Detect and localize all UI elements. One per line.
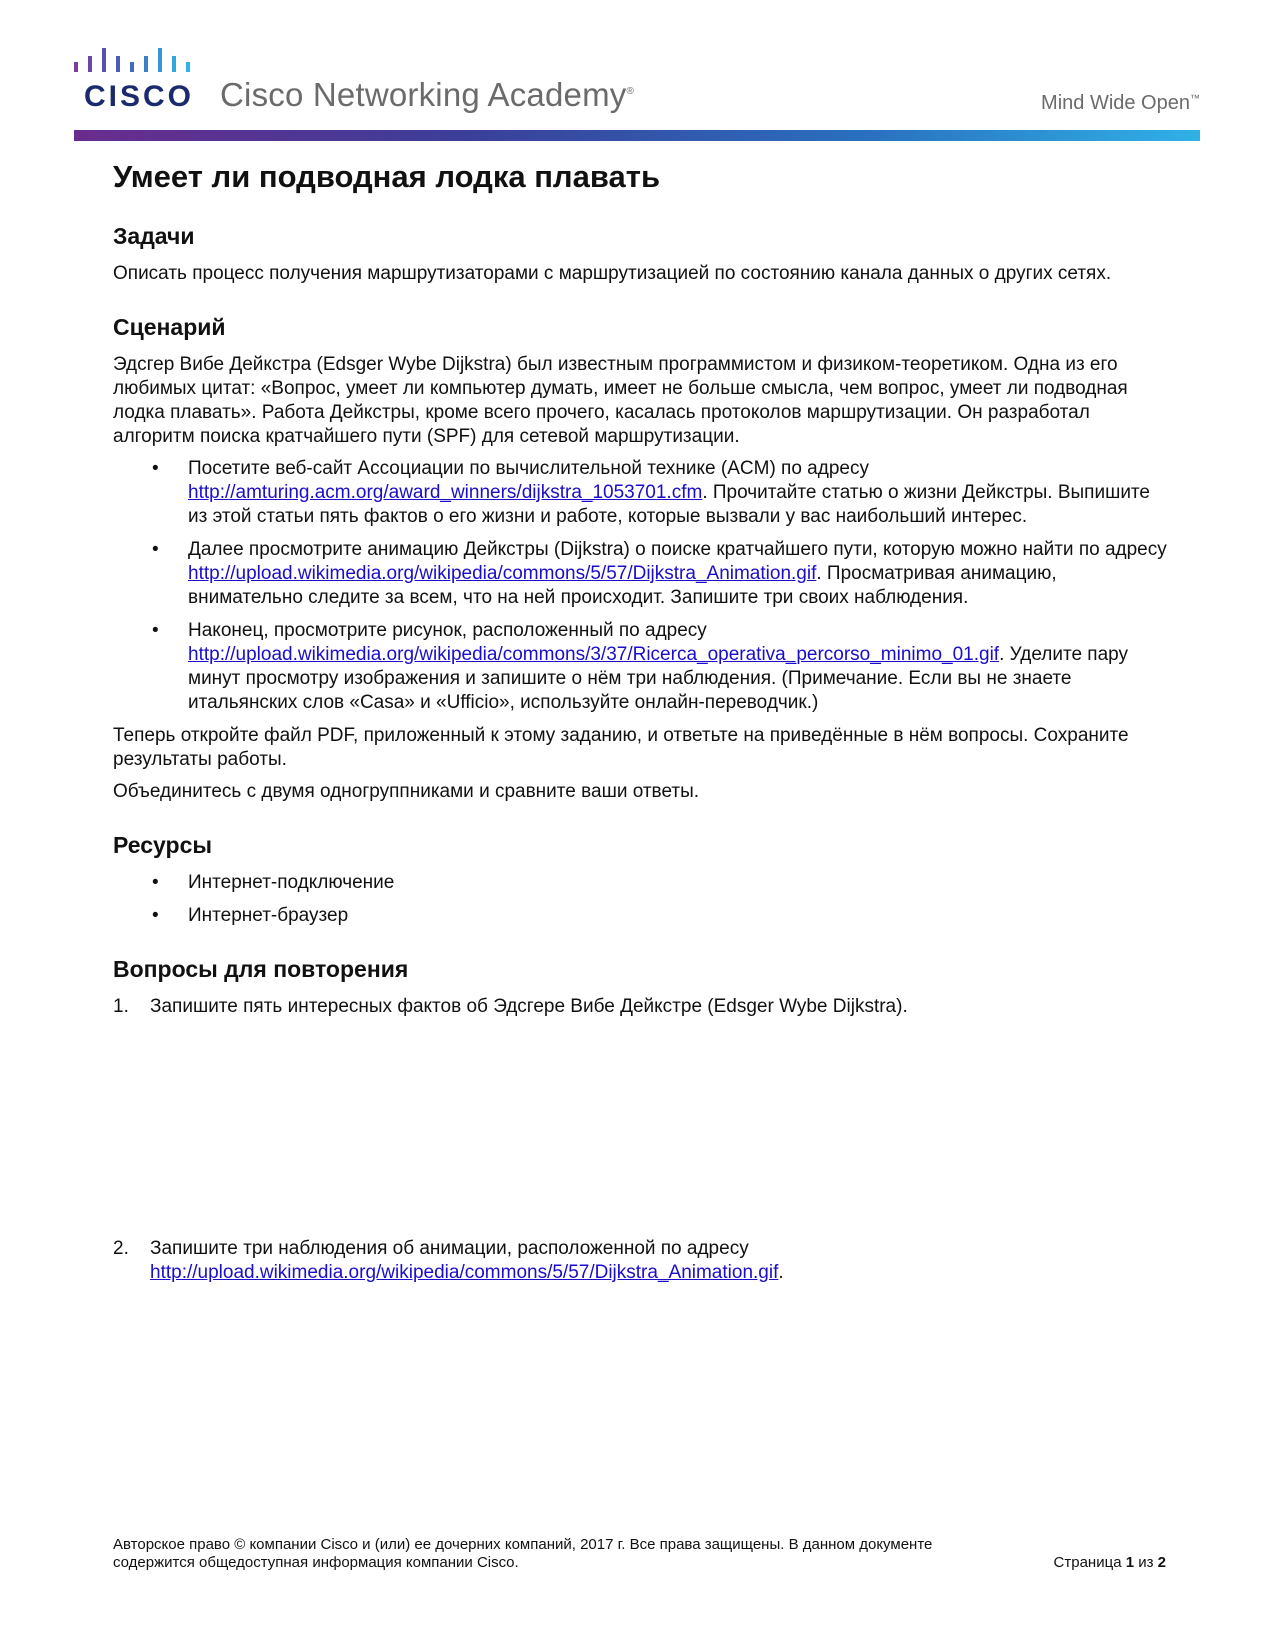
scenario-section bbox=[113, 314, 1173, 804]
scenario-bullet-list bbox=[113, 457, 1173, 715]
tasks-heading: Задачи bbox=[113, 223, 195, 249]
academy-name: Cisco Networking Academy® bbox=[220, 76, 635, 113]
bullet-icon: • bbox=[152, 620, 159, 641]
header-gradient-bar bbox=[74, 130, 1200, 141]
scenario-intro: Эдсгер Вибе Дейкстра (Edsger Wybe Dijkstra) был известным программистом и физиком-теоретиком. Одна из его любимых цитат: «Вопрос, умеет ли компьютер думать, имеет не больше смысла, чем вопрос, умеет ли подводная лодка плавать». Работа Дейкстры, кроме всего прочего, касалась протоколов маршрутизации. Он разработал алгоритм поиска кратчайшего пути (SPF) для сетевой маршрутизации. bbox=[113, 354, 1128, 447]
bullet-icon: • bbox=[152, 872, 159, 893]
scenario-heading: Сценарий bbox=[113, 314, 226, 340]
document-title: Умеет ли подводная лодка плавать bbox=[113, 159, 660, 194]
page-header bbox=[74, 40, 1200, 142]
list-item: • Интернет-подключение bbox=[152, 872, 395, 893]
bullet-icon: • bbox=[152, 905, 159, 926]
acm-link[interactable]: http://amturing.acm.org/award_winners/dijkstra_1053701.cfm bbox=[188, 482, 703, 503]
tasks-text: Описать процесс получения маршрутизаторами с маршрутизацией по состоянию канала данных о других сетях. bbox=[113, 263, 1112, 284]
question-number: 1. bbox=[113, 996, 129, 1017]
cisco-logo-text: CISCO bbox=[84, 80, 195, 113]
list-item: 1. Запишите пять интересных фактов об Эдсгере Вибе Дейкстре (Edsger Wybe Dijkstra). bbox=[113, 996, 908, 1017]
resources-heading: Ресурсы bbox=[113, 832, 213, 858]
list-item: 2. Запишите три наблюдения об анимации, расположенной по адресу http://upload.wikimedia.org/wikipedia/commons/5/57/Dijkstra_Animation.gif. bbox=[113, 1238, 784, 1283]
list-item: • Наконец, просмотрите рисунок, расположенный по адресу http://upload.wikimedia.org/wikipedia/commons/3/37/Ricerca_operativa_percorso_minimo_01.gif. Уделите пару минут просмотру изображения и запишите о нём три наблюдения. (Примечание. Если вы не знаете итальянских слов «Casa» и «Ufficio», используйте онлайн-переводчик.) bbox=[152, 620, 1129, 713]
animation-link[interactable]: http://upload.wikimedia.org/wikipedia/commons/5/57/Dijkstra_Animation.gif bbox=[150, 1262, 779, 1283]
document-body bbox=[113, 152, 1173, 1313]
list-item: • Интернет-браузер bbox=[152, 905, 349, 926]
review-heading: Вопросы для повторения bbox=[113, 956, 409, 982]
review-question-list bbox=[113, 995, 1173, 1285]
scenario-after-text-1: Теперь откройте файл PDF, приложенный к этому заданию, и ответьте на приведённые в нём вопросы. Сохраните результаты работы. bbox=[113, 725, 1129, 770]
page-footer bbox=[113, 1536, 1166, 1572]
copyright-text: Авторское право © компании Cisco и (или) ее дочерних компаний, 2017 г. Все права защищены. В данном документе содержится общедоступная информация компании Cisco. bbox=[113, 1536, 933, 1571]
animation-link[interactable]: http://upload.wikimedia.org/wikipedia/commons/5/57/Dijkstra_Animation.gif bbox=[188, 563, 817, 584]
list-item: • Далее просмотрите анимацию Дейкстры (Dijkstra) о поиске кратчайшего пути, которую можно найти по адресу http://upload.wikimedia.org/wikipedia/commons/5/57/Dijkstra_Animation.gif. Просматривая анимацию, внимательно следите за всем, что на ней происходит. Запишите три своих наблюдения. bbox=[152, 539, 1167, 608]
review-section bbox=[113, 956, 1173, 1285]
tasks-section bbox=[113, 223, 1173, 286]
bullet-icon: • bbox=[152, 539, 159, 560]
resources-list bbox=[113, 871, 1173, 928]
picture-link[interactable]: http://upload.wikimedia.org/wikipedia/commons/3/37/Ricerca_operativa_percorso_minimo_01.gif bbox=[188, 644, 1000, 665]
page-number: Страница 1 из 2 bbox=[1053, 1554, 1166, 1571]
bullet-icon: • bbox=[152, 458, 159, 479]
list-item: • Посетите веб-сайт Ассоциации по вычислительной технике (ACM) по адресу http://amturing.acm.org/award_winners/dijkstra_1053701.cfm. Прочитайте статью о жизни Дейкстры. Выпишите из этой статьи пять фактов о его жизни и работе, которые вызвали у вас наибольший интерес. bbox=[152, 458, 1150, 527]
cisco-logo-icon bbox=[74, 48, 192, 80]
resources-section bbox=[113, 832, 1173, 928]
tagline: Mind Wide Open™ bbox=[1041, 92, 1200, 114]
scenario-after-text-2: Объединитесь с двумя одногруппниками и сравните ваши ответы. bbox=[113, 781, 700, 802]
question-number: 2. bbox=[113, 1238, 129, 1259]
